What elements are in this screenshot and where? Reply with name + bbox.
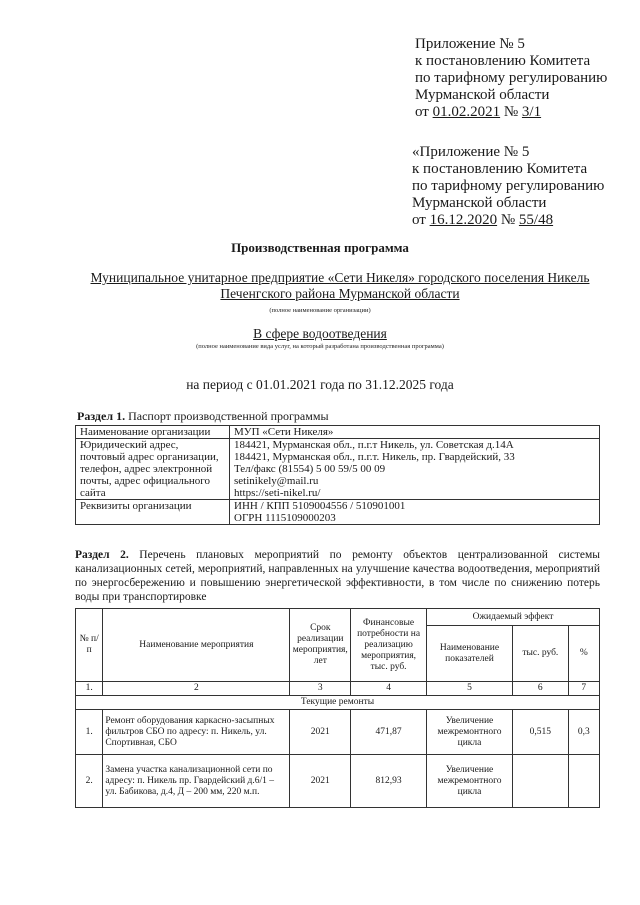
header-cell: Наименование показателей: [427, 626, 513, 682]
passport-table: [75, 425, 600, 525]
table-cell: 812,93: [351, 755, 427, 808]
table-cell: Увеличение межремонтного цикла: [427, 755, 513, 808]
table-cell: Реквизиты организации: [76, 500, 230, 525]
table-cell: [512, 755, 568, 808]
table-cell: 0,515: [512, 710, 568, 755]
page-title: Производственная программа: [231, 240, 409, 255]
header-cell: № п/п: [76, 609, 103, 682]
table-cell: 0,3: [568, 710, 599, 755]
appendix-current: [415, 36, 607, 121]
appendix-line: по тарифному регулированию: [412, 178, 605, 194]
website: https://seti-nikel.ru/: [234, 487, 321, 499]
appendix-number: 3/1: [521, 104, 542, 120]
table-cell: Наименование организации: [76, 426, 230, 439]
header-cell: %: [568, 626, 599, 682]
appendix-line: Приложение № 5: [415, 36, 525, 52]
table-cell: 2: [103, 682, 290, 696]
table-cell: МУП «Сети Никеля»: [230, 426, 600, 439]
section2-intro: Раздел 2. Перечень плановых мероприятий по ремонту объектов централизованной системы канализационных сетей, мероприятий, направленных на улучшение качества водоотведения, мероприятий по энергосбережению и повышению энергетической эффективности, в том числе по снижению потерь воды при транспортировке: [75, 549, 600, 603]
appendix-previous: [412, 144, 604, 229]
table-cell: Юридический адрес, почтовый адрес организации, телефон, адрес электронной почты, адрес официального сайта: [76, 439, 230, 500]
appendix-date: 01.02.2021: [432, 104, 501, 120]
email: setinikely@mail.ru: [234, 475, 319, 487]
period: на период с 01.01.2021 года по 31.12.2025 года: [186, 377, 454, 392]
table-cell: 5: [427, 682, 513, 696]
organization-caption: (полное наименование организации): [269, 307, 371, 314]
header-cell: Срок реализации мероприятия, лет: [290, 609, 351, 682]
table-cell: 7: [568, 682, 599, 696]
table-cell: ИНН / КПП 5109004556 / 510901001 ОГРН 1115109000203: [230, 500, 600, 525]
group-cell: Текущие ремонты: [76, 696, 600, 710]
table-row: [76, 755, 600, 808]
header-cell: Наименование мероприятия: [103, 609, 290, 682]
table-cell: [568, 755, 599, 808]
table-cell: 1.: [76, 682, 103, 696]
header-cell: тыс. руб.: [512, 626, 568, 682]
measures-table: [75, 608, 600, 808]
appendix-date: 16.12.2020: [429, 212, 498, 228]
appendix-line: к постановлению Комитета: [412, 161, 588, 177]
header-cell: Ожидаемый эффект: [427, 609, 600, 626]
table-cell: 1.: [76, 710, 103, 755]
appendix-line: по тарифному регулированию: [415, 70, 608, 86]
appendix-line: к постановлению Комитета: [415, 53, 591, 69]
table-cell: 471,87: [351, 710, 427, 755]
table-cell: 2.: [76, 755, 103, 808]
appendix-date-line: от 01.02.2021 № 3/1: [415, 104, 542, 120]
table-cell: 6: [512, 682, 568, 696]
appendix-line: Мурманской области: [412, 195, 547, 211]
table-row: [76, 710, 600, 755]
table-row: [76, 426, 600, 439]
table-cell: 2021: [290, 710, 351, 755]
table-cell: Ремонт оборудования каркасно-засыпных фильтров СБО по адресу: п. Никель, ул. Спортивная, СБО: [103, 710, 290, 755]
table-cell: Увеличение межремонтного цикла: [427, 710, 513, 755]
table-cell: 3: [290, 682, 351, 696]
section1-heading: Раздел 1. Паспорт производственной программы: [77, 409, 329, 423]
table-cell: Замена участка канализационной сети по адресу: п. Никель пр. Гвардейский д.6/1 – ул. Бабикова, д.4, Д – 200 мм, 220 м.п.: [103, 755, 290, 808]
organization-name: Муниципальное унитарное предприятие «Сети Никеля» городского поселения Никель Печенгского района Мурманской области: [90, 270, 590, 301]
table-row: [76, 439, 600, 500]
appendix-line: «Приложение № 5: [412, 144, 530, 160]
service-name: В сфере водоотведения: [253, 326, 387, 341]
group-row: [76, 696, 600, 710]
header-cell: Финансовые потребности на реализацию мероприятия, тыс. руб.: [351, 609, 427, 682]
table-cell: 2021: [290, 755, 351, 808]
table-row: [76, 500, 600, 525]
table-header-row: [76, 609, 600, 626]
appendix-date-line: от 16.12.2020 № 55/48: [412, 212, 554, 228]
table-cell: 4: [351, 682, 427, 696]
table-cell: 184421, Мурманская обл., п.г.т Никель, ул. Советская д.14А 184421, Мурманская обл., п.г.т. Никель, пр. Гвардейский, 33 Тел/факс (81554) 5 00 59/5 00 09 setinikely@mail.ru https://seti-nikel.ru/: [230, 439, 600, 500]
service-caption: (полное наименование вида услуг, на который разработана производственная программа): [196, 343, 444, 350]
column-number-row: [76, 682, 600, 696]
appendix-number: 55/48: [518, 212, 554, 228]
appendix-line: Мурманской области: [415, 87, 550, 103]
